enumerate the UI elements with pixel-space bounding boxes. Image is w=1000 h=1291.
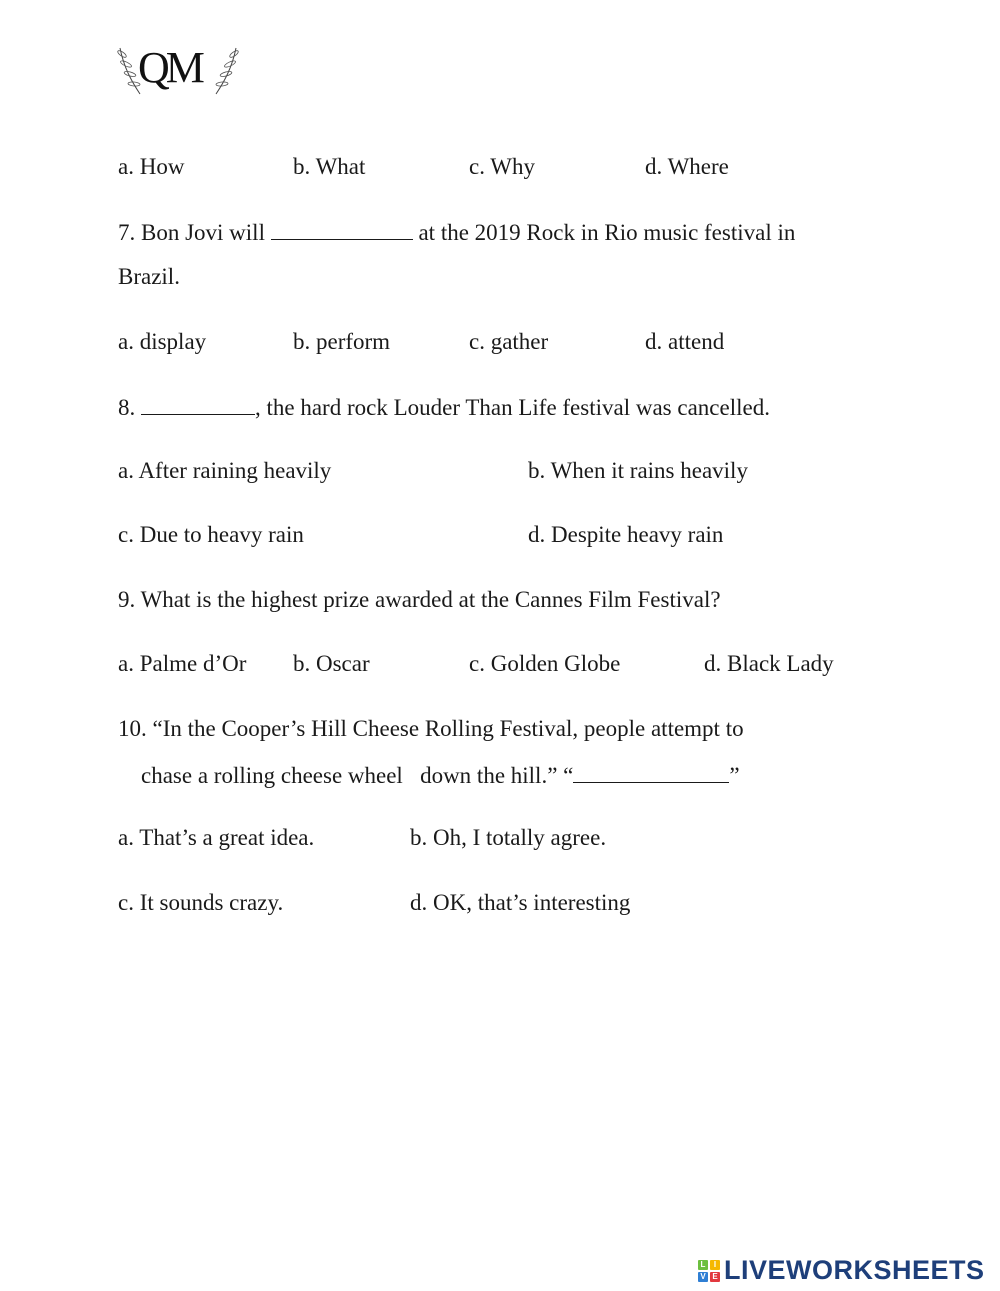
logo-monogram: QM	[138, 43, 201, 92]
option-7-a[interactable]: a. display	[118, 329, 207, 354]
option-10-d[interactable]: d. OK, that’s interesting	[410, 890, 631, 915]
option-8-c[interactable]: c. Due to heavy rain	[118, 522, 304, 547]
liveworksheets-logo[interactable]	[698, 1257, 985, 1284]
question-7-text: 7. Bon Jovi will at the 2019 Rock in Rio music festival in	[118, 220, 796, 245]
option-7-c[interactable]: c. gather	[469, 329, 549, 354]
option-7-b[interactable]: b. perform	[293, 329, 391, 354]
question-7-text-cont: Brazil.	[118, 264, 180, 289]
question-10-text: 10. “In the Cooper’s Hill Cheese Rolling Festival, people attempt to	[118, 716, 744, 741]
answer-blank-7[interactable]	[271, 219, 413, 240]
option-8-b[interactable]: b. When it rains heavily	[528, 458, 748, 483]
option-prev-a[interactable]: a. How	[118, 154, 185, 179]
question-10-text-cont: chase a rolling cheese wheel down the hill.” “ ”	[141, 763, 740, 788]
option-9-d[interactable]: d. Black Lady	[704, 651, 834, 676]
leaf-branch-icon	[212, 44, 240, 98]
option-9-c[interactable]: c. Golden Globe	[469, 651, 621, 676]
option-10-a[interactable]: a. That’s a great idea.	[118, 825, 315, 850]
option-prev-b[interactable]: b. What	[293, 154, 366, 179]
option-prev-d[interactable]: d. Where	[645, 154, 729, 179]
question-8-text: 8. , the hard rock Louder Than Life festival was cancelled.	[118, 395, 770, 420]
option-9-a[interactable]: a. Palme d’Or	[118, 651, 247, 676]
option-9-b[interactable]: b. Oscar	[293, 651, 370, 676]
option-10-c[interactable]: c. It sounds crazy.	[118, 890, 284, 915]
answer-blank-8[interactable]	[141, 394, 255, 415]
option-8-a[interactable]: a. After raining heavily	[118, 458, 332, 483]
live-blocks-icon: L I V E	[698, 1260, 720, 1282]
qm-logo	[116, 40, 240, 102]
question-9-text: 9. What is the highest prize awarded at the Cannes Film Festival?	[118, 587, 721, 612]
brand-name: LIVEWORKSHEETS	[724, 1255, 985, 1285]
option-7-d[interactable]: d. attend	[645, 329, 725, 354]
option-prev-c[interactable]: c. Why	[469, 154, 536, 179]
option-8-d[interactable]: d. Despite heavy rain	[528, 522, 724, 547]
option-10-b[interactable]: b. Oh, I totally agree.	[410, 825, 607, 850]
answer-blank-10[interactable]	[573, 762, 729, 783]
